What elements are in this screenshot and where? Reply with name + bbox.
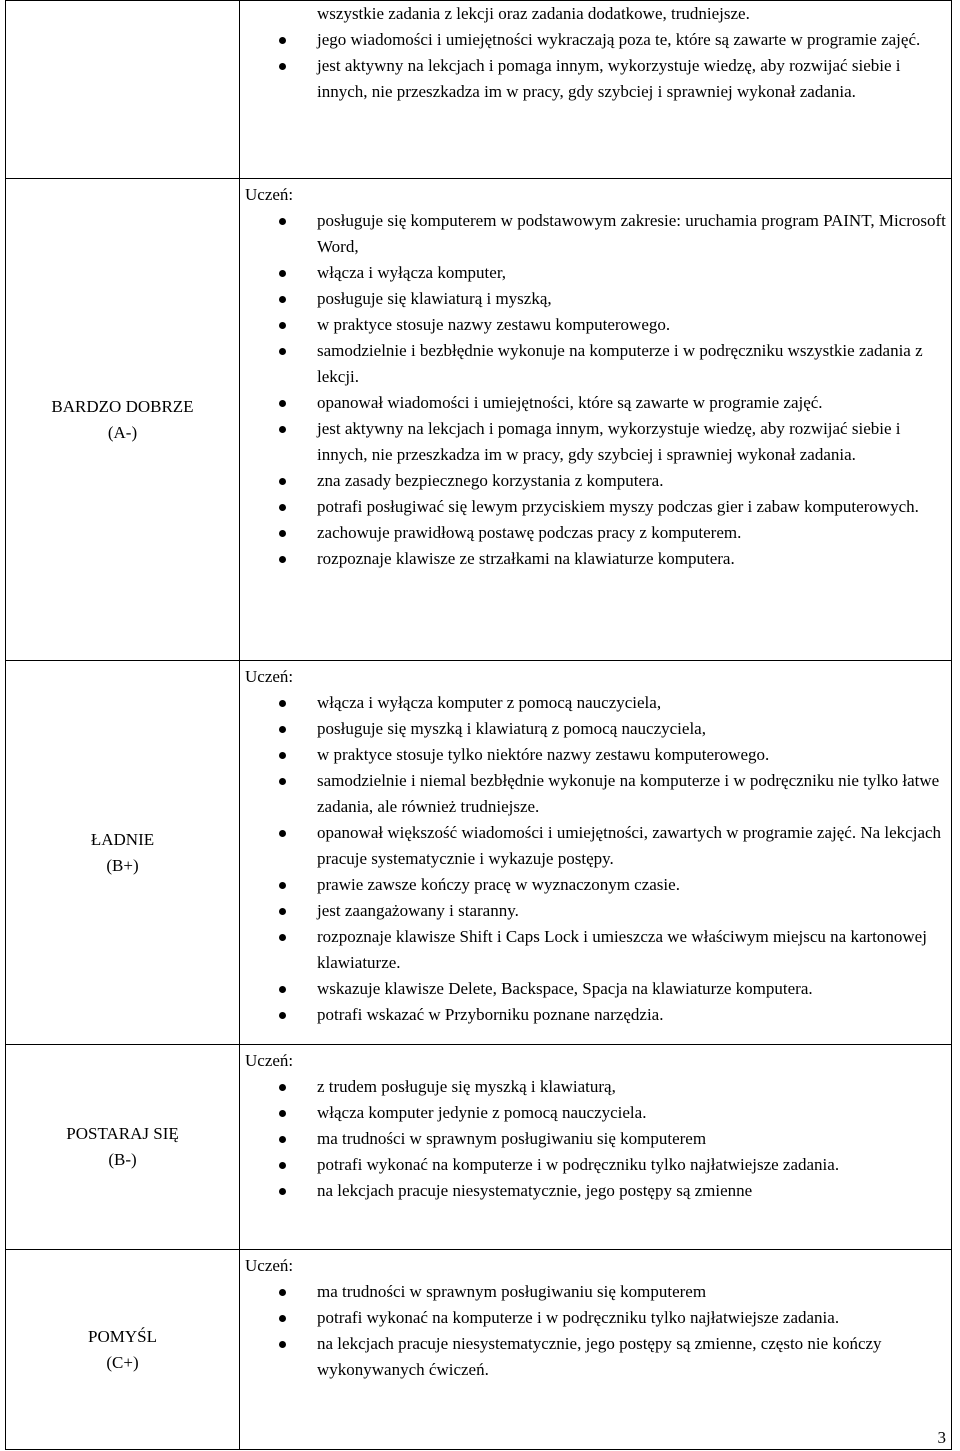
grade-name: POMYŚL	[88, 1326, 157, 1346]
criteria-item: wskazuje klawisze Delete, Backspace, Spacja na klawiaturze komputera.	[245, 976, 947, 1002]
criteria-list	[245, 1, 947, 105]
grading-criteria-table	[5, 0, 952, 1450]
criteria-item: zna zasady bezpiecznego korzystania z komputera.	[245, 468, 947, 494]
criteria-cell	[240, 661, 952, 1045]
criteria-item: włącza i wyłącza komputer,	[245, 260, 947, 286]
criteria-item: rozpoznaje klawisze Shift i Caps Lock i umieszcza we właściwym miejscu na kartonowej klawiaturze.	[245, 924, 947, 976]
criteria-item: posługuje się myszką i klawiaturą z pomocą nauczyciela,	[245, 716, 947, 742]
criteria-item: potrafi wykonać na komputerze i w podręczniku tylko najłatwiejsze zadania.	[245, 1152, 947, 1178]
student-heading: Uczeń:	[245, 1256, 294, 1275]
criteria-item: opanował większość wiadomości i umiejętności, zawartych w programie zajęć. Na lekcjach pracuje systematycznie i wykazuje postępy.	[245, 820, 947, 872]
criteria-item: potrafi posługiwać się lewym przyciskiem myszy podczas gier i zabaw komputerowych.	[245, 494, 947, 520]
grade-name: BARDZO DOBRZE	[51, 396, 194, 416]
criteria-item: jego wiadomości i umiejętności wykraczają poza te, które są zawarte w programie zajęć.	[245, 27, 947, 53]
criteria-item-continued: wszystkie zadania z lekcji oraz zadania dodatkowe, trudniejsze.	[317, 4, 750, 23]
grade-name: ŁADNIE	[90, 829, 155, 849]
criteria-list	[245, 1074, 947, 1204]
criteria-item: prawie zawsze kończy pracę w wyznaczonym czasie.	[245, 872, 947, 898]
criteria-item: samodzielnie i bezbłędnie wykonuje na komputerze i w podręczniku wszystkie zadania z lekcji.	[245, 338, 947, 390]
grade-label-cell	[6, 179, 240, 661]
criteria-item: ma trudności w sprawnym posługiwaniu się komputerem	[245, 1126, 947, 1152]
criteria-cell	[240, 1, 952, 179]
grading-criteria-body	[6, 1, 952, 1450]
student-heading: Uczeń:	[245, 667, 294, 686]
criteria-item: samodzielnie i niemal bezbłędnie wykonuje na komputerze i w podręczniku nie tylko łatwe zadania, ale również trudniejsze.	[245, 768, 947, 820]
grade-code: (B-)	[108, 1150, 137, 1169]
criteria-list	[245, 690, 947, 1028]
grade-label-cell	[6, 1, 240, 179]
criteria-list	[245, 208, 947, 572]
criteria-item: w praktyce stosuje nazwy zestawu komputerowego.	[245, 312, 947, 338]
grade-label-cell	[6, 661, 240, 1045]
criteria-item: ma trudności w sprawnym posługiwaniu się komputerem	[245, 1279, 947, 1305]
grade-label-cell	[6, 1045, 240, 1250]
grade-row-bardzo-dobrze	[6, 179, 952, 661]
grade-code: (A-)	[107, 422, 138, 442]
criteria-item: na lekcjach pracuje niesystematycznie, jego postępy są zmienne, często nie kończy wykonywanych ćwiczeń.	[245, 1331, 947, 1383]
grade-code: (C+)	[106, 1352, 139, 1372]
grade-row-continued	[6, 1, 952, 179]
grade-row-ladnie	[6, 661, 952, 1045]
criteria-cell	[240, 1250, 952, 1450]
student-heading: Uczeń:	[245, 1051, 294, 1070]
criteria-item: włącza i wyłącza komputer z pomocą nauczyciela,	[245, 690, 947, 716]
grade-name: POSTARAJ SIĘ	[66, 1124, 179, 1143]
criteria-item: potrafi wskazać w Przyborniku poznane narzędzia.	[245, 1002, 947, 1028]
criteria-item: posługuje się komputerem w podstawowym zakresie: uruchamia program PAINT, Microsoft Word,	[245, 208, 947, 260]
criteria-cell	[240, 179, 952, 661]
criteria-item: posługuje się klawiaturą i myszką,	[245, 286, 947, 312]
criteria-list	[245, 1279, 947, 1383]
criteria-item: zachowuje prawidłową postawę podczas pracy z komputerem.	[245, 520, 947, 546]
criteria-item: jest aktywny na lekcjach i pomaga innym, wykorzystuje wiedzę, aby rozwijać siebie i innych, nie przeszkadza im w pracy, gdy szybciej i sprawniej wykonał zadania.	[245, 416, 947, 468]
page-number: 3	[937, 1428, 946, 1447]
criteria-item: z trudem posługuje się myszką i klawiaturą,	[245, 1074, 947, 1100]
criteria-item: potrafi wykonać na komputerze i w podręczniku tylko najłatwiejsze zadania.	[245, 1305, 947, 1331]
grade-row-postaraj-sie	[6, 1045, 952, 1250]
criteria-item: na lekcjach pracuje niesystematycznie, jego postępy są zmienne	[245, 1178, 947, 1204]
grade-row-pomysl	[6, 1250, 952, 1450]
criteria-item: jest aktywny na lekcjach i pomaga innym, wykorzystuje wiedzę, aby rozwijać siebie i innych, nie przeszkadza im w pracy, gdy szybciej i sprawniej wykonał zadania.	[245, 53, 947, 105]
grade-code: (B+)	[106, 855, 139, 875]
criteria-item: włącza komputer jedynie z pomocą nauczyciela.	[245, 1100, 947, 1126]
grade-label-cell	[6, 1250, 240, 1450]
criteria-item: opanował wiadomości i umiejętności, które są zawarte w programie zajęć.	[245, 390, 947, 416]
criteria-cell	[240, 1045, 952, 1250]
criteria-item: jest zaangażowany i staranny.	[245, 898, 947, 924]
criteria-item: w praktyce stosuje tylko niektóre nazwy zestawu komputerowego.	[245, 742, 947, 768]
student-heading: Uczeń:	[245, 185, 294, 204]
criteria-item: rozpoznaje klawisze ze strzałkami na klawiaturze komputera.	[245, 546, 947, 572]
